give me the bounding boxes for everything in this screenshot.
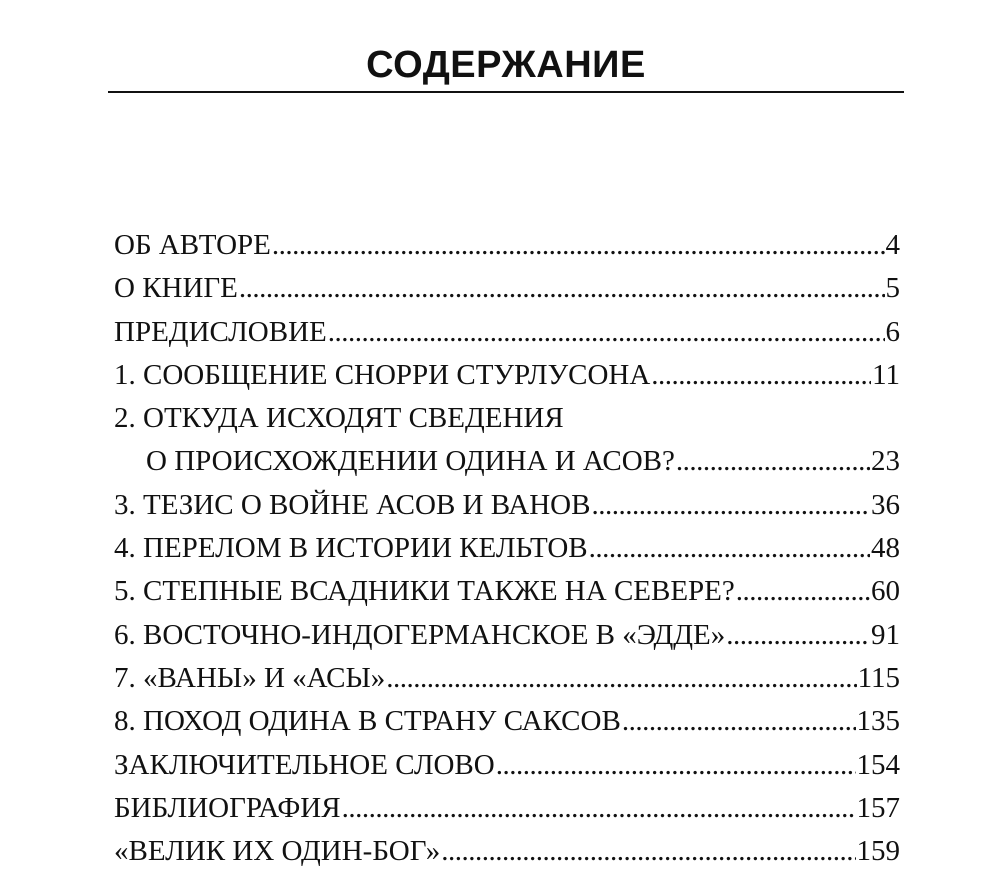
toc-entry-chapter-7[interactable] — [114, 657, 900, 700]
toc-entry-chapter-5[interactable] — [114, 570, 900, 613]
dot-leader — [591, 484, 870, 527]
toc-entry-preface[interactable] — [114, 311, 900, 354]
toc-entry-page: 115 — [857, 661, 900, 694]
toc-entry-bibliography[interactable] — [114, 787, 900, 830]
dot-leader — [736, 570, 870, 613]
toc-entry-label: «ВЕЛИК ИХ ОДИН-БОГ» — [114, 835, 441, 868]
toc-entry-conclusion[interactable] — [114, 744, 900, 787]
dot-leader — [342, 787, 856, 830]
dot-leader — [589, 527, 870, 570]
toc-entry-label: ПРЕДИСЛОВИЕ — [114, 315, 327, 348]
toc-entry-label: 6. ВОСТОЧНО-ИНДОГЕРМАНСКОЕ В «ЭДДЕ» — [114, 618, 726, 651]
page-title: СОДЕРЖАНИЕ — [366, 44, 646, 86]
toc-entry-page: 36 — [871, 488, 900, 521]
toc-entry-chapter-2[interactable] — [114, 397, 900, 484]
toc-entry-page: 154 — [856, 748, 900, 781]
toc-entry-label: 8. ПОХОД ОДИНА В СТРАНУ САКСОВ — [114, 705, 621, 738]
toc-entry-label: 5. СТЕПНЫЕ ВСАДНИКИ ТАКЖЕ НА СЕВЕРЕ? — [114, 575, 735, 608]
toc-entry-page: 6 — [885, 315, 900, 348]
toc-entry-label: 3. ТЕЗИС О ВОЙНЕ АСОВ И ВАНОВ — [114, 488, 591, 521]
title-underline — [108, 91, 904, 93]
toc-entry-label-line1: 2. ОТКУДА ИСХОДЯТ СВЕДЕНИЯ — [114, 402, 564, 435]
dot-leader — [651, 354, 871, 397]
toc-entry-label: О КНИГЕ — [114, 272, 238, 305]
dot-leader — [239, 267, 885, 310]
dot-leader — [441, 830, 855, 873]
toc-entry-page: 5 — [885, 272, 900, 305]
toc-entry-great-odin[interactable] — [114, 830, 900, 873]
toc-entry-label: ОБ АВТОРЕ — [114, 229, 271, 261]
toc-entry-chapter-4[interactable] — [114, 527, 900, 570]
toc-entry-page: 159 — [856, 835, 900, 868]
toc-entry-label: БИБЛИОГРАФИЯ — [114, 791, 341, 824]
dot-leader — [386, 657, 856, 700]
toc-entry-label: 1. СООБЩЕНИЕ СНОРРИ СТУРЛУСОНА — [114, 358, 651, 391]
toc-entry-page: 157 — [856, 791, 900, 824]
dot-leader — [272, 224, 885, 267]
toc-entry-page: 4 — [885, 229, 900, 261]
toc-entry-chapter-6[interactable] — [114, 614, 900, 657]
dot-leader — [328, 311, 885, 354]
toc-entry-page: 48 — [871, 532, 900, 565]
table-of-contents — [114, 224, 900, 873]
dot-leader — [726, 614, 870, 657]
toc-entry-page: 60 — [871, 575, 900, 608]
toc-entry-about-author[interactable] — [114, 224, 900, 267]
dot-leader — [676, 440, 870, 483]
toc-entry-chapter-3[interactable] — [114, 484, 900, 527]
toc-entry-page: 135 — [856, 705, 900, 738]
toc-entry-about-book[interactable] — [114, 267, 900, 310]
toc-entry-chapter-1[interactable] — [114, 354, 900, 397]
toc-entry-page: 91 — [871, 618, 900, 651]
dot-leader — [622, 700, 856, 743]
dot-leader — [496, 744, 856, 787]
toc-entry-page: 23 — [871, 445, 900, 478]
toc-entry-label: 4. ПЕРЕЛОМ В ИСТОРИИ КЕЛЬТОВ — [114, 532, 588, 565]
toc-entry-label: ЗАКЛЮЧИТЕЛЬНОЕ СЛОВО — [114, 748, 495, 781]
toc-entry-page: 11 — [872, 358, 900, 391]
toc-entry-chapter-8[interactable] — [114, 700, 900, 743]
toc-entry-label: 7. «ВАНЫ» И «АСЫ» — [114, 661, 386, 694]
toc-entry-label: О ПРОИСХОЖДЕНИИ ОДИНА И АСОВ? — [146, 445, 675, 478]
